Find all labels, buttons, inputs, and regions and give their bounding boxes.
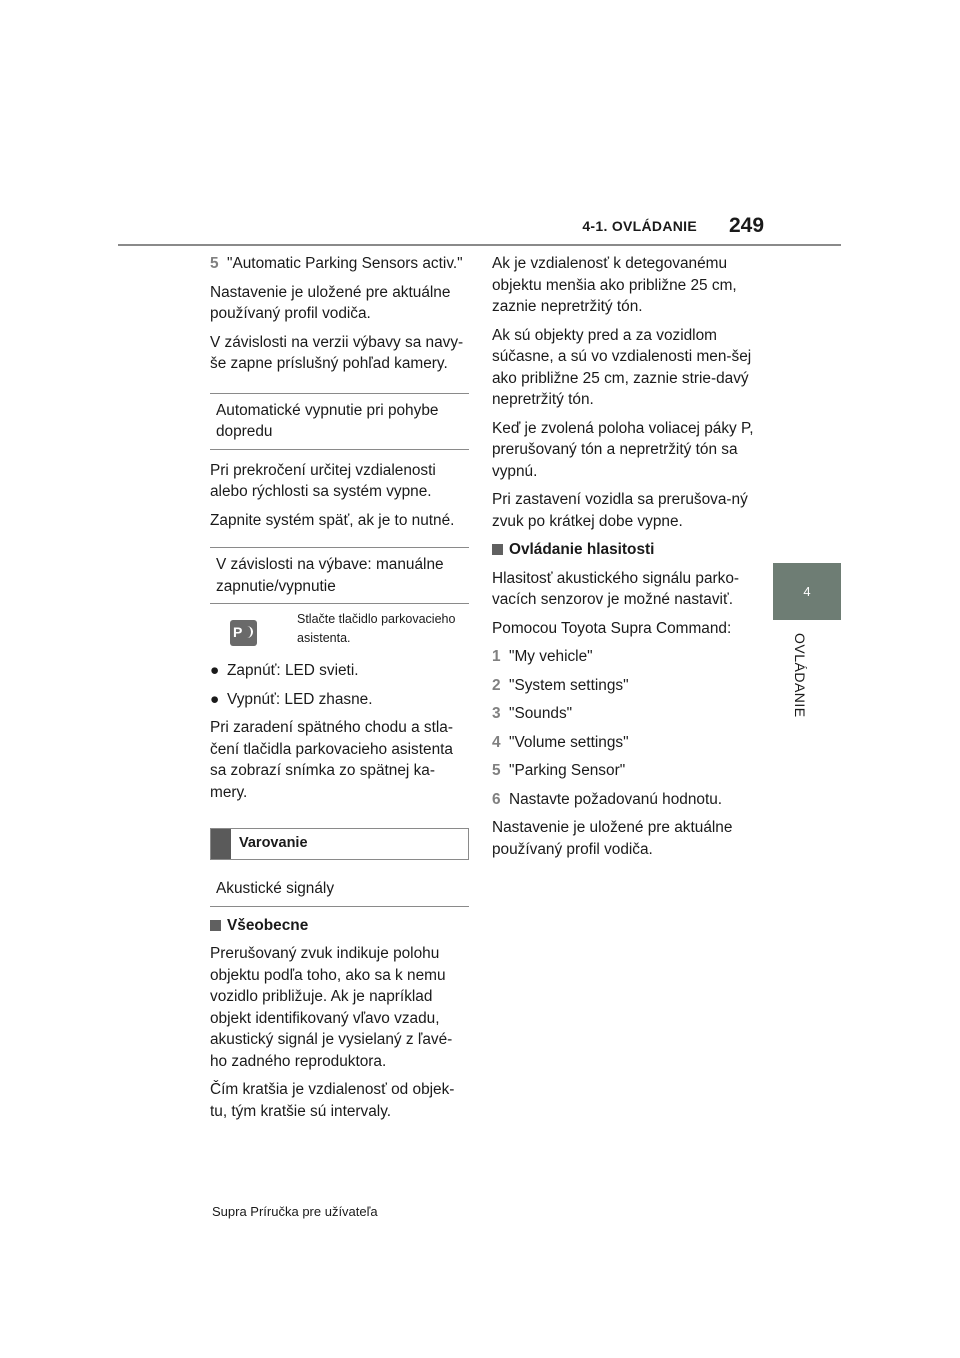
step-item	[492, 703, 754, 725]
list-item	[210, 689, 469, 711]
step-number: 1	[492, 648, 501, 665]
paragraph: Zapnite systém späť, ak je to nutné.	[210, 511, 455, 529]
bullet-icon: ●	[210, 662, 220, 679]
warning-box	[210, 828, 469, 860]
step-item	[492, 789, 754, 811]
step-text: Nastavte požadovanú hodnotu.	[509, 790, 723, 808]
step-text: "Sounds"	[509, 705, 573, 722]
paragraph: Pomocou Toyota Supra Command:	[492, 619, 732, 637]
paragraph: V závislosti na verzii výbavy sa navy-še zapne príslušný pohľad kamery.	[210, 333, 464, 372]
step-text: "System settings"	[509, 676, 629, 694]
step-number: 3	[492, 705, 501, 722]
section-heading	[210, 915, 469, 937]
icon-row	[210, 610, 469, 648]
paragraph: Pri zastavení vozidla sa prerušova-ný zvuk po krátkej dobe vypne.	[492, 491, 748, 530]
step-item	[492, 732, 754, 754]
subheading-box: Automatické vypnutie pri pohybe dopredu	[210, 393, 469, 450]
list-item-text: Zapnúť: LED svieti.	[227, 662, 359, 679]
paragraph: Čím kratšia je vzdialenosť od objek-tu, tým kratšie sú intervaly.	[210, 1081, 455, 1120]
page-number: 249	[729, 214, 765, 237]
paragraph: Prerušovaný zvuk indikuje polohu objektu podľa toho, ako sa k nemu vozidlo približuje. Ak je napríklad objekt identifikovaný vľavo vzadu, akustický signál je vysielaný z ľavé-ho zadného reproduktora.	[210, 945, 453, 1070]
square-bullet-icon	[492, 544, 503, 555]
square-bullet-icon	[210, 920, 221, 931]
chapter-label: OVLÁDANIE	[792, 633, 808, 718]
step-number: 4	[492, 733, 501, 751]
step-number: 5	[492, 762, 501, 779]
paragraph: Hlasitosť akustického signálu parko-vacích senzorov je možné nastaviť.	[492, 569, 740, 608]
step-item	[492, 646, 754, 668]
paragraph: Ak sú objekty pred a za vozidlom súčasne, a sú vo vzdialenosti men-šej ako približne 25 cm, zaznie strie-davý nepretržitý tón.	[492, 326, 752, 408]
icon-caption: Stlačte tlačidlo parkovacieho asistenta.	[297, 612, 456, 645]
section-heading	[492, 539, 754, 561]
footer-text: Supra Príručka pre užívateľa	[212, 1204, 378, 1219]
step-text: "Automatic Parking Sensors activ."	[227, 255, 463, 272]
step-text: "My vehicle"	[509, 648, 593, 665]
chapter-tab: 4	[773, 563, 841, 620]
warning-label: Varovanie	[239, 835, 308, 851]
paragraph: Ak je vzdialenosť k detegovanému objektu menšia ako približne 25 cm, zaznie nepretržitý tón.	[492, 255, 737, 315]
subheading-box: Akustické signály	[210, 872, 469, 907]
parking-assist-button-icon	[230, 620, 257, 646]
step-number: 5	[210, 255, 219, 272]
step-number: 6	[492, 790, 501, 808]
step-item	[492, 760, 754, 782]
paragraph: Nastavenie je uložené pre aktuálne používaný profil vodiča.	[492, 819, 733, 858]
paragraph: Pri zaradení spätného chodu a stla-čení tlačidla parkovacieho asistenta sa zobrazí snímka zo spätnej ka-mery.	[210, 719, 453, 801]
left-column	[210, 253, 469, 1129]
bullet-icon: ●	[210, 690, 220, 708]
right-column	[492, 253, 754, 867]
step-item	[210, 253, 469, 275]
heading-text: Všeobecne	[227, 916, 309, 934]
paragraph: Nastavenie je uložené pre aktuálne používaný profil vodiča.	[210, 283, 451, 322]
list-item	[210, 660, 469, 682]
step-text: "Volume settings"	[509, 733, 629, 751]
header-divider	[118, 244, 841, 246]
paragraph: Pri prekročení určitej vzdialenosti alebo rýchlosti sa systém vypne.	[210, 461, 436, 500]
subheading-box: V závislosti na výbave: manuálne zapnutie/vypnutie	[210, 547, 469, 604]
section-title: 4-1. OVLÁDANIE	[582, 218, 697, 234]
list-item-text: Vypnúť: LED zhasne.	[227, 690, 373, 708]
step-number: 2	[492, 676, 501, 694]
warning-marker	[211, 829, 231, 859]
heading-text: Ovládanie hlasitosti	[509, 541, 655, 558]
step-item	[492, 675, 754, 697]
step-text: "Parking Sensor"	[509, 762, 626, 779]
paragraph: Keď je zvolená poloha voliacej páky P, prerušovaný tón a nepretržitý tón sa vypnú.	[492, 419, 754, 480]
